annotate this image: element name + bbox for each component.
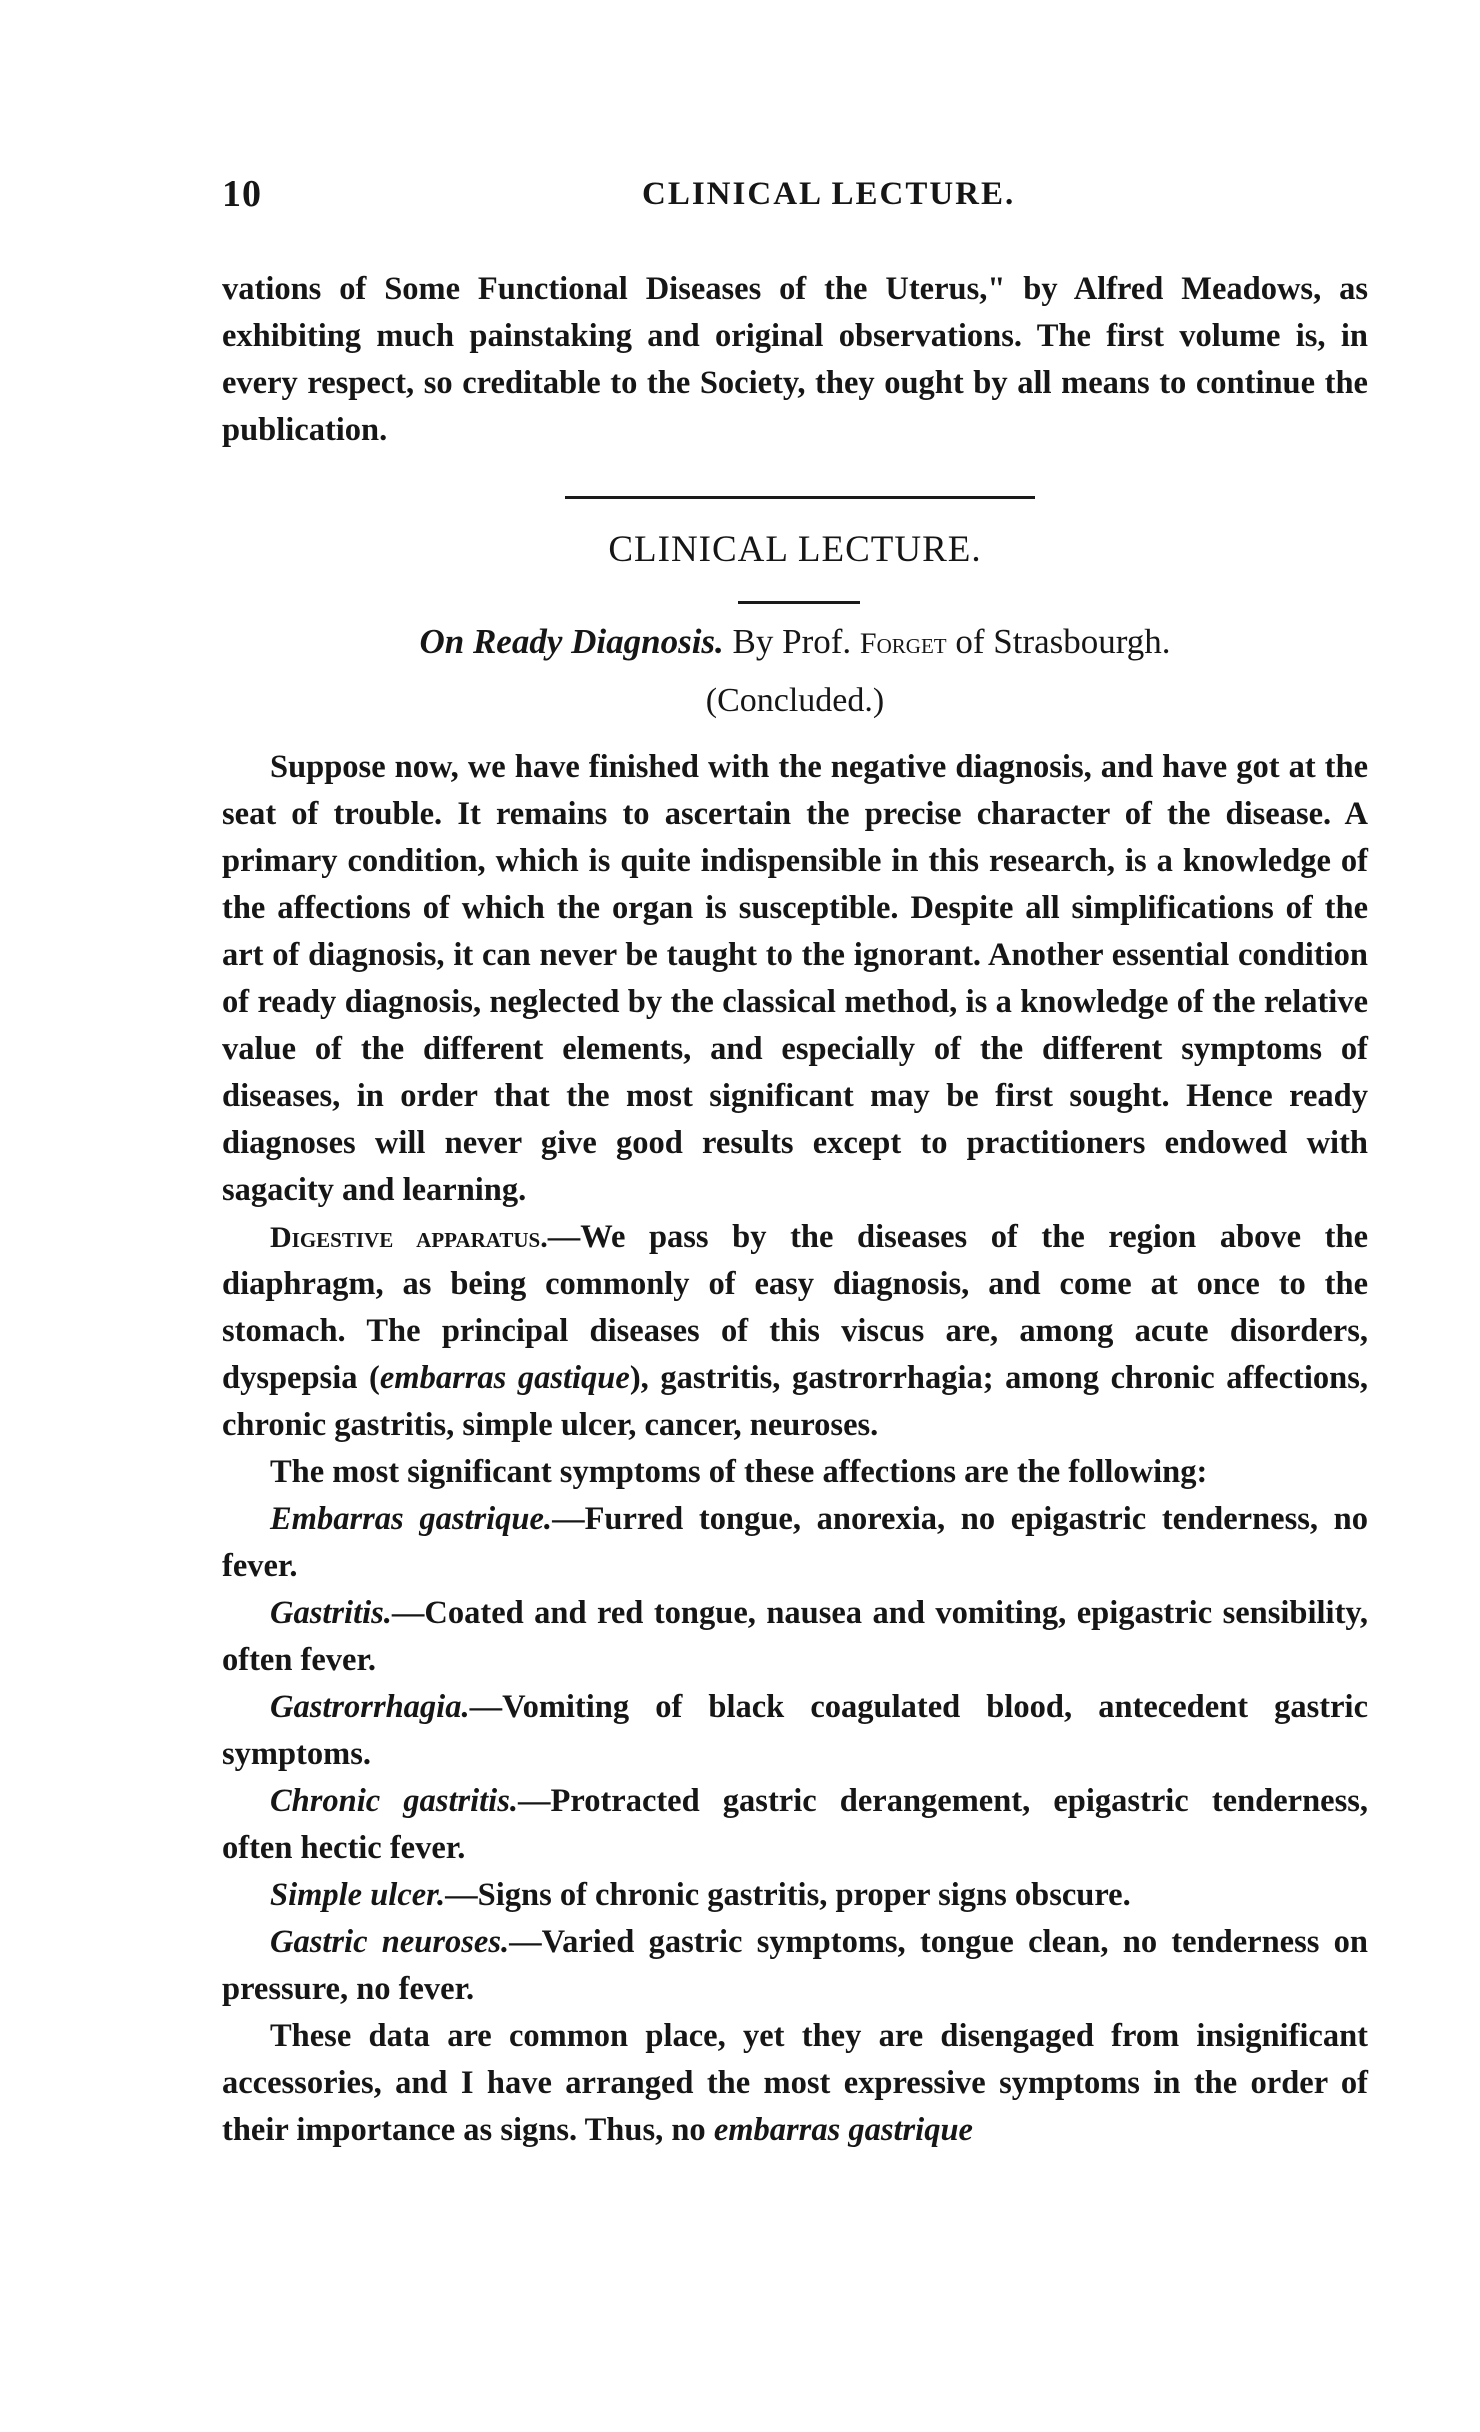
conclusion-text: These data are common place, yet they are disengaged from insignificant accessories, and I have arranged the most expressive symptoms in the order of their importance as signs. Thus, no <box>222 2018 1368 2148</box>
page-header <box>222 172 1372 232</box>
symptom-text: —Varied gastric symptoms, tongue clean, no tenderness on pressure, no fever. <box>222 1924 1368 2007</box>
symptom-text: —Signs of chronic gastritis, proper signs obscure. <box>445 1877 1131 1913</box>
symptom-item <box>222 1684 1368 1778</box>
conclusion-italic: embarras gastrique <box>713 2112 973 2148</box>
article-title: CLINICAL LECTURE. <box>608 529 982 570</box>
running-head: CLINICAL LECTURE. <box>642 176 1016 212</box>
section-divider <box>565 496 1035 499</box>
symptom-text: —Furred tongue, anorexia, no epigastric tenderness, no fever. <box>222 1501 1368 1584</box>
symptom-name: Chronic gastritis. <box>270 1783 518 1819</box>
page-number: 10 <box>222 173 262 215</box>
symptom-item <box>222 1919 1368 2013</box>
digestive-heading: Digestive apparatus. <box>270 1221 548 1254</box>
symptom-item <box>222 1872 1368 1919</box>
article-body <box>222 744 1368 2154</box>
title-rule <box>738 601 860 604</box>
symptom-text: —Vomiting of black coagulated blood, antecedent gastric symptoms. <box>222 1689 1368 1772</box>
symptom-item <box>222 1590 1368 1684</box>
digestive-text-a: —We pass by the diseases of the region above the diaphragm, as being commonly of easy diagnosis, and come at once to the stomach. The principal diseases of this viscus are, among acute disorders, dyspepsia ( <box>222 1219 1368 1396</box>
concluded-note: (Concluded.) <box>705 682 885 719</box>
paragraph-symptoms-intro: The most significant symptoms of these affections are the following: <box>270 1454 1208 1490</box>
symptom-item <box>222 1778 1368 1872</box>
paragraph-digestive <box>222 1214 1368 1449</box>
symptom-item <box>222 1496 1368 1590</box>
paragraph-conclusion <box>222 2013 1368 2154</box>
subtitle-italic: On Ready Diagnosis. <box>419 622 724 661</box>
author-location: of Strasbourgh. <box>955 622 1171 661</box>
symptom-text: —Protracted gastric derangement, epigastric tenderness, often hectic fever. <box>222 1783 1369 1866</box>
symptom-name: Gastritis. <box>270 1595 392 1631</box>
symptom-name: Embarras gastrique. <box>270 1501 553 1537</box>
intro-paragraph <box>222 266 1368 454</box>
symptom-name: Gastrorrhagia. <box>270 1689 470 1725</box>
paragraph-diagnosis: Suppose now, we have finished with the negative diagnosis, and have got at the seat of trouble. It remains to ascertain the precise character of the disease. A primary condition, which is quite indispensible in this research, is a knowledge of the affections of which the organ is susceptible. Despite all simplifications of the art of diagnosis, it can never be taught to the ignorant. Another essential condition of ready diagnosis, neglected by the classical method, is a knowledge of the relative value of the different elements, and especially of the different symptoms of diseases, in order that the most significant may be first sought. Hence ready diagnoses will never give good results except to practitioners endowed with sagacity and learning. <box>222 749 1368 1208</box>
digestive-text-b: ), gastritis, gastrorrhagia; among chronic affections, chronic gastritis, simple ulcer, cancer, neuroses. <box>222 1360 1368 1443</box>
symptom-text: —Coated and red tongue, nausea and vomiting, epigastric sensibility, often fever. <box>222 1595 1368 1678</box>
symptom-name: Gastric neuroses. <box>270 1924 510 1960</box>
byline-prefix: By Prof. <box>732 622 852 661</box>
article-subtitle <box>222 622 1368 662</box>
author-name: Forget <box>859 627 947 660</box>
digestive-italic: embarras gastique <box>379 1360 630 1396</box>
symptom-name: Simple ulcer. <box>270 1877 446 1913</box>
intro-text: vations of Some Functional Diseases of the Uterus," by Alfred Meadows, as exhibiting much painstaking and original observations. The first volume is, in every respect, so creditable to the Society, they ought by all means to continue the publication. <box>222 271 1368 448</box>
